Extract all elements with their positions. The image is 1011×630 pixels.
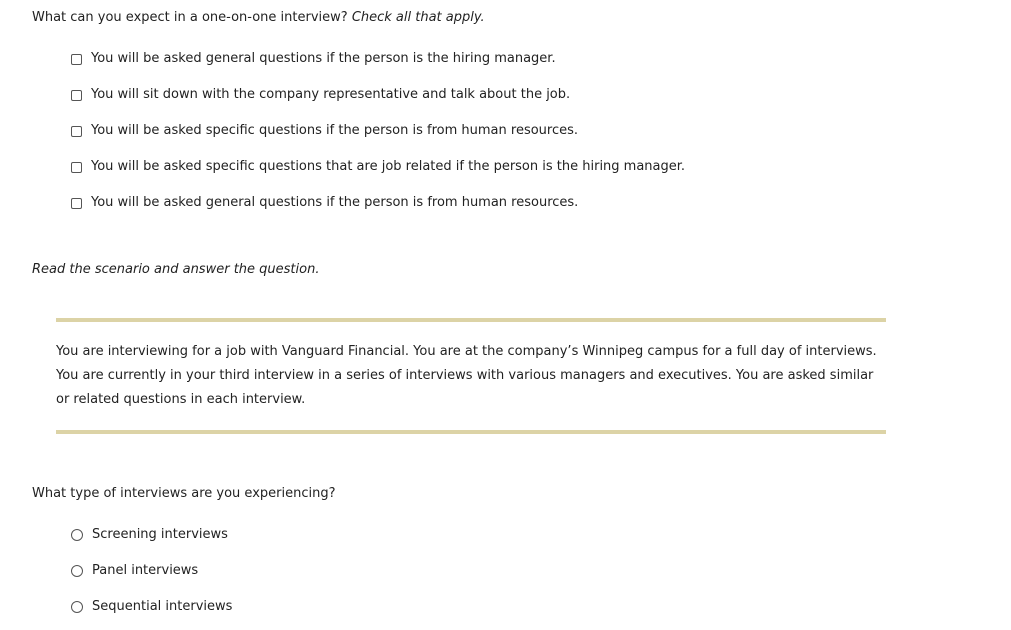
checkbox-option-4[interactable]: [71, 159, 685, 175]
radio-option-sequential[interactable]: [71, 599, 232, 615]
checkbox-option-label: You will be asked general questions if the person is from human resources.: [91, 195, 579, 210]
checkbox-option-2[interactable]: [71, 87, 570, 103]
question-1-instruction: Check all that apply.: [351, 10, 485, 25]
question-2-text: What type of interviews are you experiencing?: [32, 486, 336, 501]
scenario-text: You are interviewing for a job with Vanguard Financial. You are at the company’s Winnipeg campus for a full day of interviews. You are currently in your third interview in a series of interviews with various managers and executives. You are asked similar or related questions in each interview.: [56, 344, 877, 407]
checkbox-option-label: You will sit down with the company representative and talk about the job.: [91, 87, 571, 102]
checkbox-option-5[interactable]: [71, 195, 578, 211]
checkbox-option-label: You will be asked general questions if the person is the hiring manager.: [91, 51, 556, 66]
radio-option-screening[interactable]: [71, 527, 228, 543]
radio-button[interactable]: [71, 529, 83, 541]
scenario-top-divider: [56, 318, 886, 322]
checkbox[interactable]: [71, 54, 82, 65]
radio-option-label: Sequential interviews: [92, 599, 233, 614]
checkbox[interactable]: [71, 162, 82, 173]
checkbox-option-label: You will be asked specific questions that are job related if the person is the hiring manager.: [91, 159, 686, 174]
checkbox[interactable]: [71, 198, 82, 209]
checkbox-option-3[interactable]: [71, 123, 578, 139]
radio-button[interactable]: [71, 565, 83, 577]
question-1-prompt: [32, 10, 485, 26]
radio-button[interactable]: [71, 601, 83, 613]
checkbox-option-1[interactable]: [71, 51, 556, 67]
radio-option-label: Screening interviews: [92, 527, 228, 542]
radio-option-label: Panel interviews: [92, 563, 199, 578]
checkbox[interactable]: [71, 90, 82, 101]
scenario-instruction: Read the scenario and answer the question.: [32, 262, 320, 277]
checkbox[interactable]: [71, 126, 82, 137]
scenario-bottom-divider: [56, 430, 886, 434]
checkbox-option-label: You will be asked specific questions if the person is from human resources.: [91, 123, 579, 138]
radio-option-panel[interactable]: [71, 563, 198, 579]
question-1-text: What can you expect in a one-on-one interview?: [32, 10, 348, 25]
